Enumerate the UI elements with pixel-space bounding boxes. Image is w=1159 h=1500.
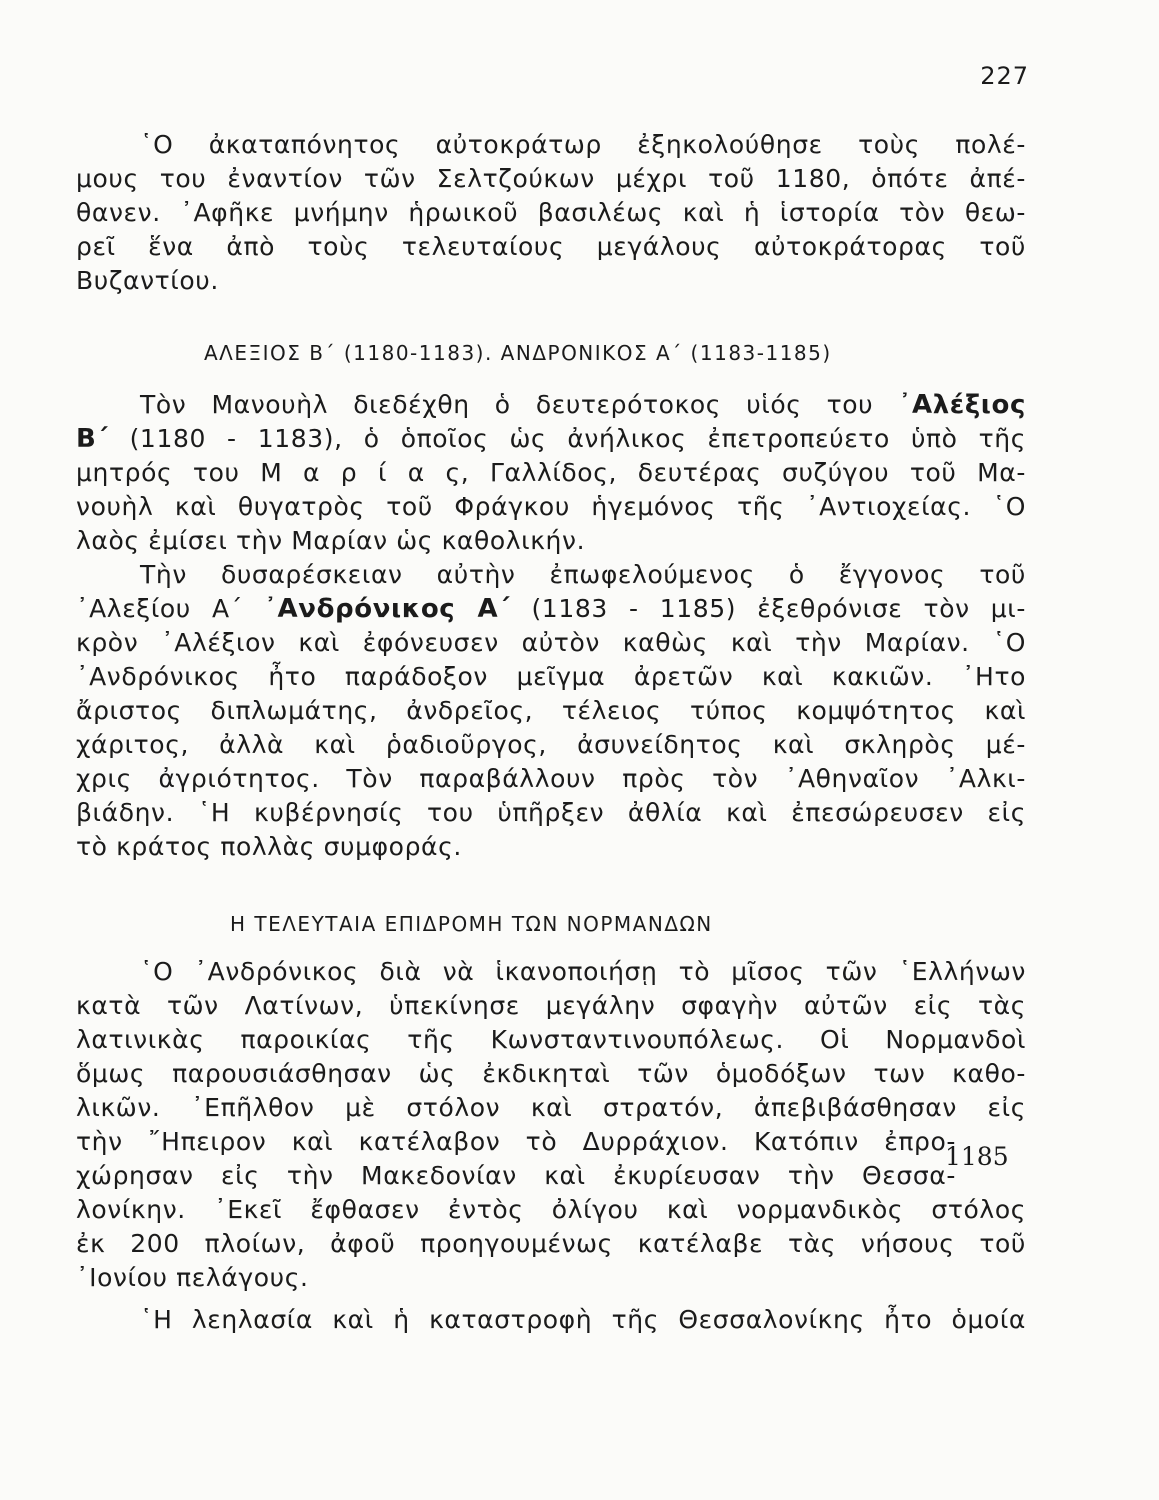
text-line: ᾿Ανδρόνικος ἦτο παράδοξον μεῖγμα ἀρετῶν καὶ κακιῶν. ᾿Ητο	[76, 662, 1026, 691]
text-line: μους του ἐναντίον τῶν Σελτζούκων μέχρι τοῦ 1180, ὁπότε ἀπέ-	[76, 164, 1026, 193]
text-line: ῾Ο ᾿Ανδρόνικος διὰ νὰ ἱκανοποιήσῃ τὸ μῖσος τῶν ῾Ελλήνων	[140, 957, 1026, 986]
text-line: λικῶν. ᾿Επῆλθον μὲ στόλον καὶ στρατόν, ἀπεβιβάσθησαν εἰς	[76, 1093, 1026, 1122]
text-fragment: Τὸν Μανουὴλ διεδέχθη ὁ δευτερότοκος υἱός του	[140, 390, 899, 419]
name-andronikos: ᾿Ανδρόνικος Α΄	[263, 594, 511, 624]
paragraph-5	[76, 1303, 1026, 1337]
paragraph-1	[76, 128, 1026, 298]
text-line: μητρός του Μ α ρ ί α ς, Γαλλίδος, δευτέρας συζύγου τοῦ Μα-	[76, 458, 1026, 487]
text-line	[76, 422, 1026, 456]
text-line: θανεν. ᾿Αφῆκε μνήμην ἡρωικοῦ βασιλέως καὶ ἡ ἱστορία τὸν θεω-	[76, 198, 1026, 227]
text-line: ῾Ο ἀκαταπόνητος αὐτοκράτωρ ἐξηκολούθησε τοὺς πολέ-	[140, 130, 1026, 159]
paragraph-4	[76, 955, 1026, 1295]
text-line: χρις ἀγριότητος. Τὸν παραβάλλουν πρὸς τὸν ᾿Αθηναῖον ᾿Αλκι-	[76, 764, 1026, 793]
text-line: τὸ κράτος πολλὰς συμφοράς.	[76, 832, 462, 861]
text-line: χάριτος, ἀλλὰ καὶ ῥαδιοῦργος, ἀσυνείδητος καὶ σκληρὸς μέ-	[76, 730, 1026, 759]
text-fragment: (1180 - 1183), ὁ ὁποῖος ὡς ἀνήλικος ἐπετροπεύετο ὑπὸ τῆς	[108, 424, 1026, 453]
paragraph-2	[76, 388, 1026, 558]
text-line: λαὸς ἐμίσει τὴν Μαρίαν ὡς καθολικήν.	[76, 526, 586, 555]
section-heading-alexios: ΑΛΕΞΙΟΣ Β΄ (1180-1183). ΑΝΔΡΟΝΙΚΟΣ Α΄ (1183-1185)	[204, 341, 832, 365]
text-line: ἄριστος διπλωμάτης, ἀνδρεῖος, τέλειος τύπος κομψότητος καὶ	[76, 696, 1026, 725]
paragraph-3	[76, 558, 1026, 864]
name-alexios-numeral: Β΄	[76, 424, 109, 454]
text-line: λατινικὰς παροικίας τῆς Κωνσταντινουπόλεως. Οἱ Νορμανδοὶ	[76, 1025, 1026, 1054]
text-fragment: ᾿Αλεξίου Α΄	[76, 594, 264, 623]
text-line: ῾Η λεηλασία καὶ ἡ καταστροφὴ τῆς Θεσσαλονίκης ἦτο ὁμοία	[140, 1305, 1026, 1334]
text-line: ὅμως παρουσιάσθησαν ὡς ἐκδικηταὶ τῶν ὁμοδόξων των καθο-	[76, 1059, 1026, 1088]
text-line: κρὸν ᾿Αλέξιον καὶ ἐφόνευσεν αὐτὸν καθὼς καὶ τὴν Μαρίαν. ῾Ο	[76, 628, 1026, 657]
text-line: λονίκην. ᾿Εκεῖ ἔφθασεν ἐντὸς ὀλίγου καὶ νορμανδικὸς στόλος	[76, 1195, 1026, 1224]
text-line: Βυζαντίου.	[76, 266, 219, 295]
text-line: τὴν ῎Ηπειρον καὶ κατέλαβον τὸ Δυρράχιον. Κατόπιν ἐπρο-	[76, 1127, 956, 1156]
text-line: ἐκ 200 πλοίων, ἀφοῦ προηγουμένως κατέλαβε τὰς νήσους τοῦ	[76, 1229, 1026, 1258]
section-heading-normans: Η ΤΕΛΕΥΤΑΙΑ ΕΠΙΔΡΟΜΗ ΤΩΝ ΝΟΡΜΑΝΔΩΝ	[230, 912, 713, 936]
text-line: ᾿Ιονίου πελάγους.	[76, 1263, 309, 1292]
text-line: νουὴλ καὶ θυγατρὸς τοῦ Φράγκου ἡγεμόνος τῆς ᾿Αντιοχείας. ῾Ο	[76, 492, 1026, 521]
text-line	[76, 388, 1026, 422]
margin-year-note: 1185	[945, 1142, 1009, 1171]
text-line: κατὰ τῶν Λατίνων, ὑπεκίνησε μεγάλην σφαγὴν αὐτῶν εἰς τὰς	[76, 991, 1026, 1020]
text-line	[76, 592, 1026, 626]
text-fragment: (1183 - 1185) ἐξεθρόνισε τὸν μι-	[510, 594, 1026, 623]
text-line: Τὴν δυσαρέσκειαν αὐτὴν ἐπωφελούμενος ὁ ἔγγονος τοῦ	[140, 560, 1026, 589]
name-alexios: ᾿Αλέξιος	[898, 390, 1026, 420]
text-line: βιάδην. ῾Η κυβέρνησίς του ὑπῆρξεν ἀθλία καὶ ἐπεσώρευσεν εἰς	[76, 798, 1026, 827]
text-line: χώρησαν εἰς τὴν Μακεδονίαν καὶ ἐκυρίευσαν τὴν Θεσσα-	[76, 1161, 956, 1190]
text-line: ρεῖ ἕνα ἀπὸ τοὺς τελευταίους μεγάλους αὐτοκράτορας τοῦ	[76, 232, 1026, 261]
page-number: 227	[980, 62, 1029, 90]
